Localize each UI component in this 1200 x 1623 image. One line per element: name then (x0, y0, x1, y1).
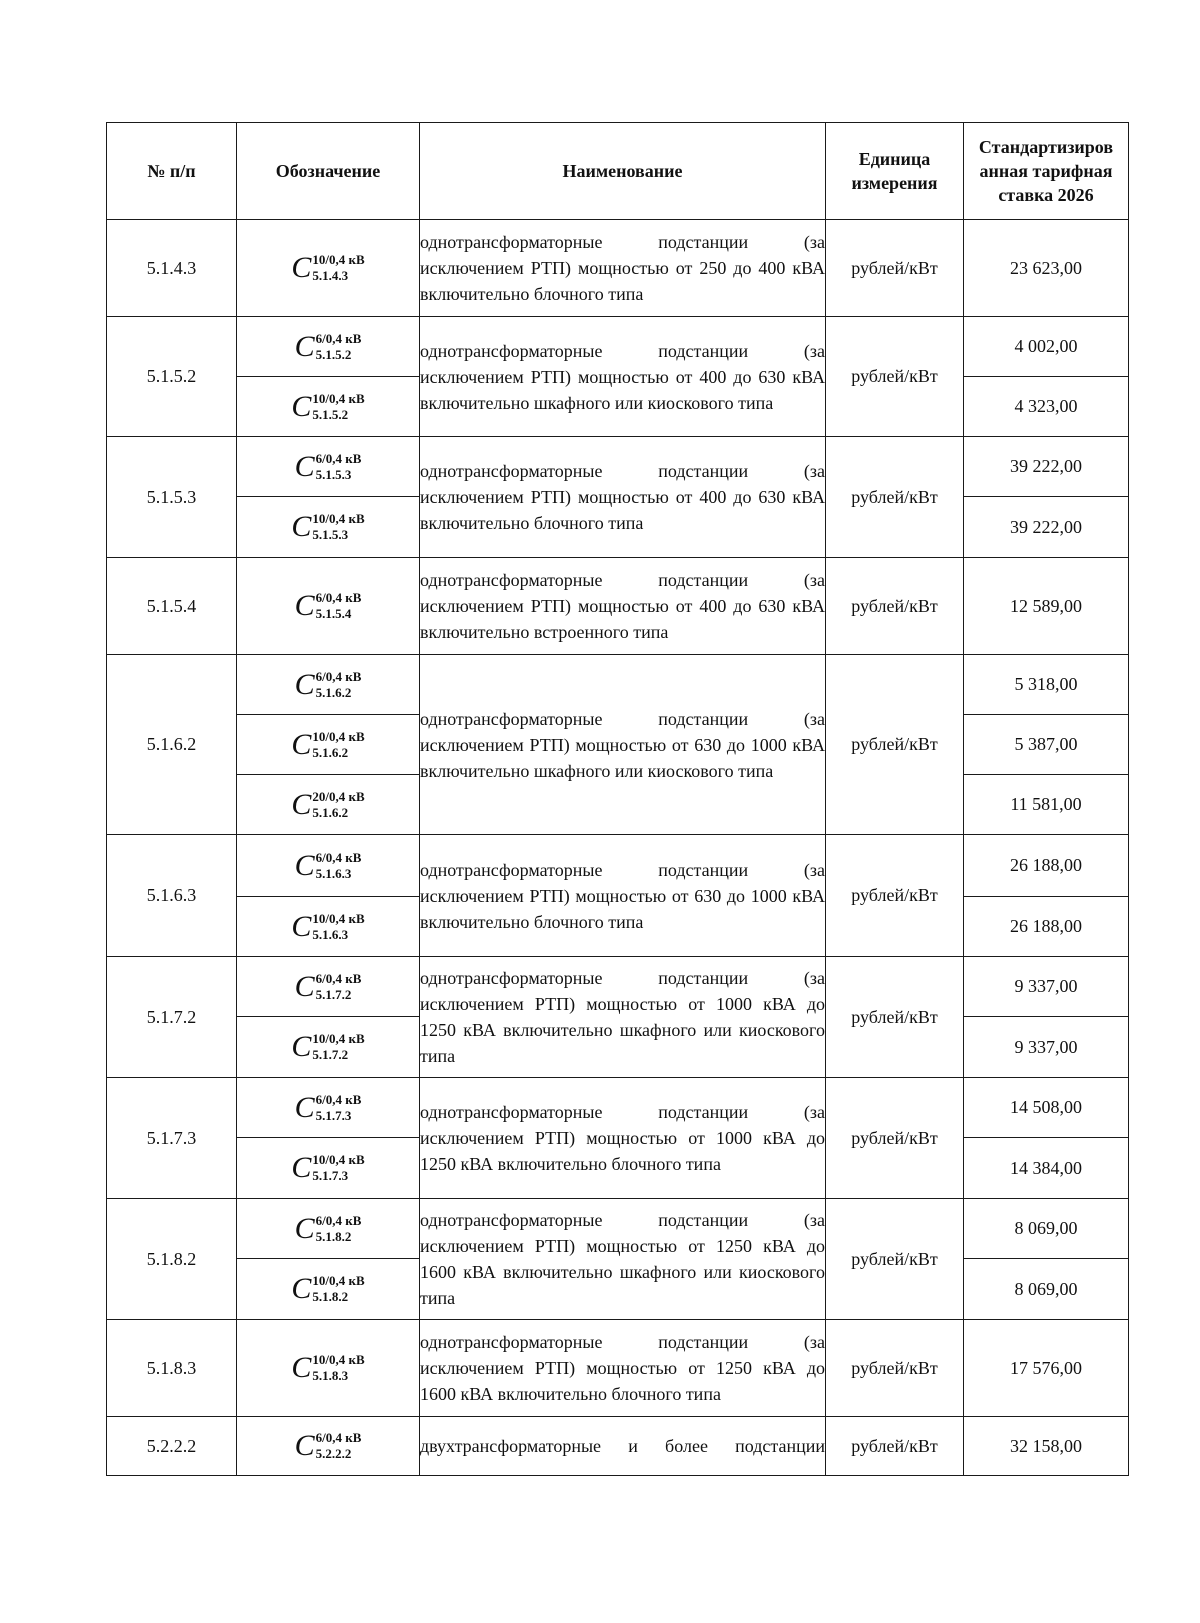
designation-cell (237, 715, 420, 775)
rate-symbol: C 10/0,4 кВ 5.1.6.2 (291, 727, 365, 761)
rate-value: 11 581,00 (964, 775, 1129, 835)
table-row (107, 220, 1129, 317)
rate-value: 26 188,00 (964, 897, 1129, 957)
row-number: 5.1.5.3 (107, 437, 237, 558)
unit-cell: рублей/кВт (826, 957, 964, 1078)
unit-cell: рублей/кВт (826, 317, 964, 437)
rate-symbol: C 6/0,4 кВ 5.1.5.3 (294, 449, 362, 483)
table-row (107, 1199, 1129, 1259)
rate-value: 12 589,00 (964, 558, 1129, 655)
rate-symbol: C 6/0,4 кВ 5.1.5.2 (294, 329, 362, 363)
designation-cell (237, 775, 420, 835)
item-name: однотрансформаторные подстанции (за исключением РТП) мощностью от 1000 кВА до 1250 кВА включительно блочного типа (420, 1078, 826, 1199)
item-name: однотрансформаторные подстанции (за исключением РТП) мощностью от 400 до 630 кВА включительно встроенного типа (420, 558, 826, 655)
header-designation: Обозначение (237, 123, 420, 220)
header-unit (826, 123, 964, 220)
row-number: 5.1.8.2 (107, 1199, 237, 1320)
designation-cell (237, 1259, 420, 1320)
table-row (107, 1320, 1129, 1417)
table-row (107, 835, 1129, 897)
designation-cell (237, 897, 420, 957)
table-row (107, 437, 1129, 497)
designation-cell (237, 1078, 420, 1138)
header-rate-line: Стандартизиров (978, 137, 1114, 157)
table-row (107, 957, 1129, 1017)
unit-cell: рублей/кВт (826, 1417, 964, 1476)
row-number: 5.1.5.2 (107, 317, 237, 437)
rate-symbol: C 20/0,4 кВ 5.1.6.2 (291, 787, 365, 821)
rate-value: 4 002,00 (964, 317, 1129, 377)
row-number: 5.1.8.3 (107, 1320, 237, 1417)
row-number: 5.1.5.4 (107, 558, 237, 655)
rate-value: 5 318,00 (964, 655, 1129, 715)
row-number: 5.1.6.2 (107, 655, 237, 835)
item-name: однотрансформаторные подстанции (за исключением РТП) мощностью от 400 до 630 кВА включительно блочного типа (420, 437, 826, 558)
rate-value: 8 069,00 (964, 1199, 1129, 1259)
unit-cell: рублей/кВт (826, 1320, 964, 1417)
item-name: однотрансформаторные подстанции (за исключением РТП) мощностью от 630 до 1000 кВА включительно блочного типа (420, 835, 826, 957)
rate-symbol: C 10/0,4 кВ 5.1.4.3 (291, 251, 365, 284)
rate-symbol: C 6/0,4 кВ 5.1.5.4 (294, 589, 362, 622)
rate-symbol: C 6/0,4 кВ 5.1.7.2 (294, 969, 362, 1003)
item-name: однотрансформаторные подстанции (за исключением РТП) мощностью от 1250 кВА до 1600 кВА включительно шкафного или киоскового типа (420, 1199, 826, 1320)
header-unit-line: измерения (851, 173, 938, 193)
designation-cell (237, 655, 420, 715)
table-header-row (107, 123, 1129, 220)
row-number: 5.1.7.3 (107, 1078, 237, 1199)
rate-symbol: C 6/0,4 кВ 5.1.7.3 (294, 1090, 362, 1124)
rate-symbol: C 6/0,4 кВ 5.1.8.2 (294, 1211, 362, 1245)
rate-value: 32 158,00 (964, 1417, 1129, 1476)
row-number: 5.1.7.2 (107, 957, 237, 1078)
tariff-table (106, 122, 1129, 1476)
unit-cell: рублей/кВт (826, 655, 964, 835)
designation-cell (237, 220, 420, 317)
designation-cell (237, 1017, 420, 1078)
item-name: двухтрансформаторные и более подстанции (420, 1417, 826, 1476)
rate-symbol: C 6/0,4 кВ 5.2.2.2 (294, 1429, 362, 1462)
unit-cell: рублей/кВт (826, 437, 964, 558)
row-number: 5.1.6.3 (107, 835, 237, 957)
item-name: однотрансформаторные подстанции (за исключением РТП) мощностью от 1250 кВА до 1600 кВА включительно блочного типа (420, 1320, 826, 1417)
designation-cell (237, 957, 420, 1017)
rate-symbol: C 10/0,4 кВ 5.1.6.3 (291, 909, 365, 943)
rate-value: 4 323,00 (964, 377, 1129, 437)
designation-cell (237, 558, 420, 655)
rate-symbol: C 10/0,4 кВ 5.1.7.2 (291, 1030, 365, 1063)
rate-value: 14 508,00 (964, 1078, 1129, 1138)
designation-cell (237, 835, 420, 897)
header-name: Наименование (420, 123, 826, 220)
item-name: однотрансформаторные подстанции (за исключением РТП) мощностью от 400 до 630 кВА включительно шкафного или киоскового типа (420, 317, 826, 437)
designation-cell (237, 437, 420, 497)
item-name: однотрансформаторные подстанции (за исключением РТП) мощностью от 1000 кВА до 1250 кВА включительно шкафного или киоскового типа (420, 957, 826, 1078)
item-name: однотрансформаторные подстанции (за исключением РТП) мощностью от 250 до 400 кВА включительно блочного типа (420, 220, 826, 317)
header-number: № п/п (107, 123, 237, 220)
rate-value: 39 222,00 (964, 437, 1129, 497)
rate-value: 26 188,00 (964, 835, 1129, 897)
table-row (107, 1417, 1129, 1476)
rate-symbol: C 10/0,4 кВ 5.1.5.3 (291, 510, 365, 543)
table-row (107, 1078, 1129, 1138)
row-number: 5.1.4.3 (107, 220, 237, 317)
rate-value: 23 623,00 (964, 220, 1129, 317)
unit-cell: рублей/кВт (826, 835, 964, 957)
header-rate-line: ставка 2026 (998, 185, 1094, 205)
rate-symbol: C 10/0,4 кВ 5.1.5.2 (291, 389, 365, 423)
rate-symbol: C 10/0,4 кВ 5.1.8.3 (291, 1351, 365, 1384)
unit-cell: рублей/кВт (826, 1078, 964, 1199)
header-rate (964, 123, 1129, 220)
unit-cell: рублей/кВт (826, 220, 964, 317)
table-row (107, 558, 1129, 655)
table-row (107, 655, 1129, 715)
rate-value: 9 337,00 (964, 1017, 1129, 1078)
rate-symbol: C 6/0,4 кВ 5.1.6.3 (294, 848, 362, 882)
designation-cell (237, 377, 420, 437)
rate-value: 5 387,00 (964, 715, 1129, 775)
row-number: 5.2.2.2 (107, 1417, 237, 1476)
table-row (107, 317, 1129, 377)
rate-value: 17 576,00 (964, 1320, 1129, 1417)
rate-value: 14 384,00 (964, 1138, 1129, 1199)
designation-cell (237, 1320, 420, 1417)
designation-cell (237, 1417, 420, 1476)
item-name: однотрансформаторные подстанции (за исключением РТП) мощностью от 630 до 1000 кВА включительно шкафного или киоскового типа (420, 655, 826, 835)
rate-value: 8 069,00 (964, 1259, 1129, 1320)
unit-cell: рублей/кВт (826, 1199, 964, 1320)
unit-cell: рублей/кВт (826, 558, 964, 655)
rate-symbol: C 6/0,4 кВ 5.1.6.2 (294, 667, 362, 701)
header-unit-line: Единица (858, 149, 931, 169)
rate-symbol: C 10/0,4 кВ 5.1.8.2 (291, 1272, 365, 1305)
designation-cell (237, 497, 420, 558)
rate-value: 39 222,00 (964, 497, 1129, 558)
rate-value: 9 337,00 (964, 957, 1129, 1017)
designation-cell (237, 317, 420, 377)
header-rate-line: анная тарифная (979, 161, 1113, 181)
rate-symbol: C 10/0,4 кВ 5.1.7.3 (291, 1151, 365, 1184)
designation-cell (237, 1199, 420, 1259)
designation-cell (237, 1138, 420, 1199)
